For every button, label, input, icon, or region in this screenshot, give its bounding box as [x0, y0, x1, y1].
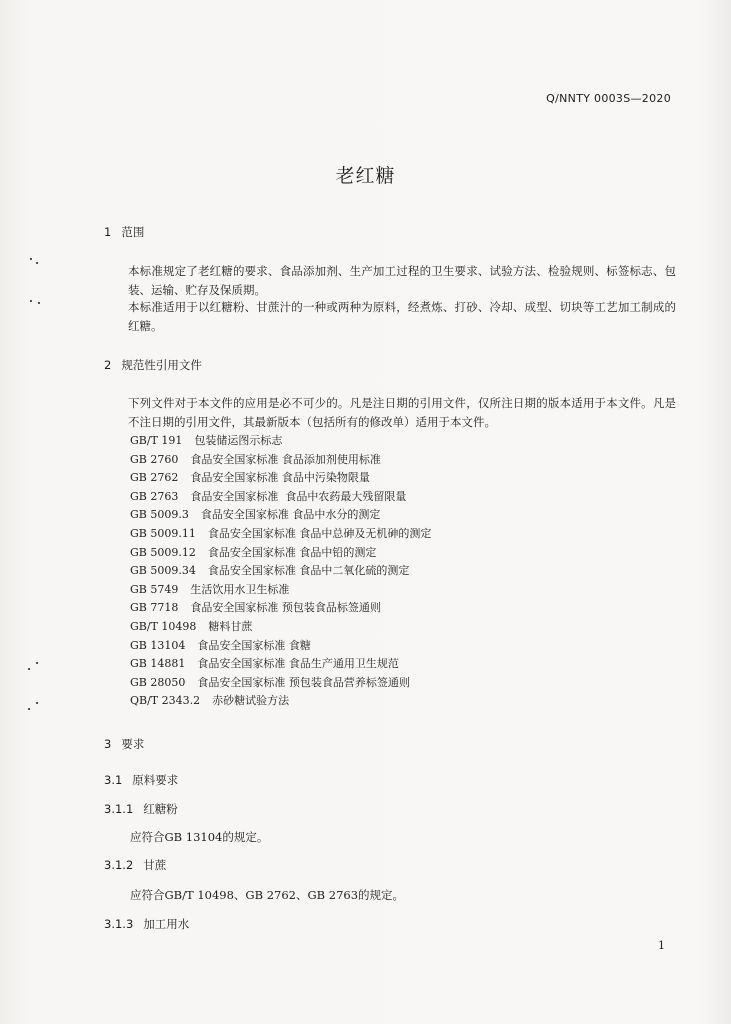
reference-item	[130, 692, 431, 711]
section-title: 规范性引用文件	[121, 358, 202, 372]
scan-mark	[28, 668, 30, 670]
reference-item	[130, 599, 431, 618]
scan-mark	[30, 258, 32, 260]
scan-mark	[36, 262, 38, 264]
paragraph-text: 本标准适用于以红糖粉、甘蔗汁的一种或两种为原料，经煮炼、打砂、冷却、成型、切块等工艺加工制成的红糖。	[128, 300, 676, 333]
reference-code: GB 5009.34	[130, 564, 196, 578]
section-title: 要求	[121, 737, 145, 751]
reference-item	[130, 506, 431, 525]
reference-code: GB 28050	[130, 675, 186, 689]
section-number: 3.1.3	[104, 917, 134, 931]
reference-title: 食品安全国家标准 食品生产通用卫生规范	[197, 657, 399, 671]
section-3-1-2-text: 应符合GB/T 10498、GB 2762、GB 2763的规定。	[130, 888, 405, 902]
section-number: 3.1.1	[104, 802, 134, 816]
section-number: 1	[104, 225, 112, 239]
reference-code: GB 13104	[130, 638, 186, 652]
section-title: 甘蔗	[143, 858, 167, 872]
page-number: 1	[658, 939, 665, 952]
section-title: 范围	[121, 225, 145, 239]
reference-item	[130, 432, 431, 451]
reference-title: 食品安全国家标准 食品中水分的测定	[200, 508, 381, 522]
document-title: 老红糖	[335, 165, 396, 187]
standard-code: Q/NNTY 0003S—2020	[546, 92, 671, 105]
reference-item	[130, 618, 431, 637]
reference-title: 食品安全国家标准 食品添加剂使用标准	[190, 452, 381, 466]
reference-item	[130, 581, 431, 600]
paragraph-text: 下列文件对于本文件的应用是必不可少的。凡是注日期的引用文件，仅所注日期的版本适用于本文件。凡是不注日期的引用文件，其最新版本（包括所有的修改单）适用于本文件。	[128, 396, 676, 429]
reference-item	[130, 451, 431, 470]
section-2-heading	[104, 357, 202, 373]
reference-title: 食品安全国家标准 食品中铅的测定	[207, 545, 377, 559]
section-3-1-3-heading	[104, 916, 189, 932]
section-3-1-1-heading	[104, 801, 178, 817]
scan-mark	[36, 662, 38, 664]
reference-code: GB 2763	[130, 489, 179, 503]
reference-code: GB 5009.12	[130, 545, 196, 559]
reference-list	[130, 432, 431, 711]
section-number: 3	[104, 737, 112, 751]
reference-code: GB 2760	[130, 452, 179, 466]
reference-title: 生活饮用水卫生标准	[190, 582, 290, 596]
scan-mark	[30, 300, 32, 302]
paragraph-text: 本标准规定了老红糖的要求、食品添加剂、生产加工过程的卫生要求、试验方法、检验规则、标签标志、包装、运输、贮存及保质期。	[128, 264, 676, 297]
reference-code: GB 5749	[130, 582, 179, 596]
section-3-heading	[104, 736, 144, 752]
reference-title: 赤砂糖试验方法	[212, 694, 290, 708]
reference-title: 食品安全国家标准 食糖	[197, 638, 311, 652]
reference-item	[130, 488, 431, 507]
reference-item	[130, 674, 431, 693]
section-title: 原料要求	[132, 773, 179, 787]
reference-item	[130, 544, 431, 563]
scan-mark	[28, 708, 30, 710]
reference-item	[130, 525, 431, 544]
reference-code: GB/T 10498	[130, 619, 197, 633]
reference-code: GB 14881	[130, 657, 186, 671]
scan-mark	[36, 702, 38, 704]
section-title: 加工用水	[143, 917, 190, 931]
references-intro	[104, 394, 676, 432]
reference-title: 食品安全国家标准 食品中总砷及无机砷的测定	[207, 526, 432, 540]
section-3-1-1-text: 应符合GB 13104的规定。	[130, 830, 269, 844]
scope-paragraph-1	[104, 262, 676, 300]
reference-title: 食品安全国家标准 食品中二氧化硫的测定	[207, 564, 410, 578]
section-3-1-heading	[104, 772, 178, 788]
reference-item	[130, 655, 431, 674]
reference-title: 食品安全国家标准 预包装食品营养标签通则	[197, 675, 410, 689]
reference-title: 食品安全国家标准 食品中农药最大残留限量	[190, 489, 407, 503]
reference-title: 糖料甘蔗	[208, 619, 253, 633]
section-number: 3.1.2	[104, 858, 134, 872]
reference-item	[130, 637, 431, 656]
section-number: 3.1	[104, 773, 123, 787]
scope-paragraph-2	[104, 298, 676, 336]
reference-code: QB/T 2343.2	[130, 694, 201, 708]
reference-code: GB 7718	[130, 601, 179, 615]
section-3-1-2-heading	[104, 857, 166, 873]
reference-title: 食品安全国家标准 食品中污染物限量	[190, 471, 370, 485]
section-title: 红糖粉	[143, 802, 178, 816]
section-1-heading	[104, 224, 144, 240]
reference-code: GB 5009.3	[130, 508, 189, 522]
scan-mark	[38, 302, 40, 304]
reference-code: GB 5009.11	[130, 526, 196, 540]
reference-item	[130, 469, 431, 488]
reference-code: GB 2762	[130, 471, 179, 485]
reference-item	[130, 562, 431, 581]
reference-title: 包装储运图示标志	[194, 434, 283, 447]
reference-code: GB/T 191	[130, 434, 183, 447]
reference-title: 食品安全国家标准 预包装食品标签通则	[190, 601, 381, 615]
section-number: 2	[104, 358, 112, 372]
